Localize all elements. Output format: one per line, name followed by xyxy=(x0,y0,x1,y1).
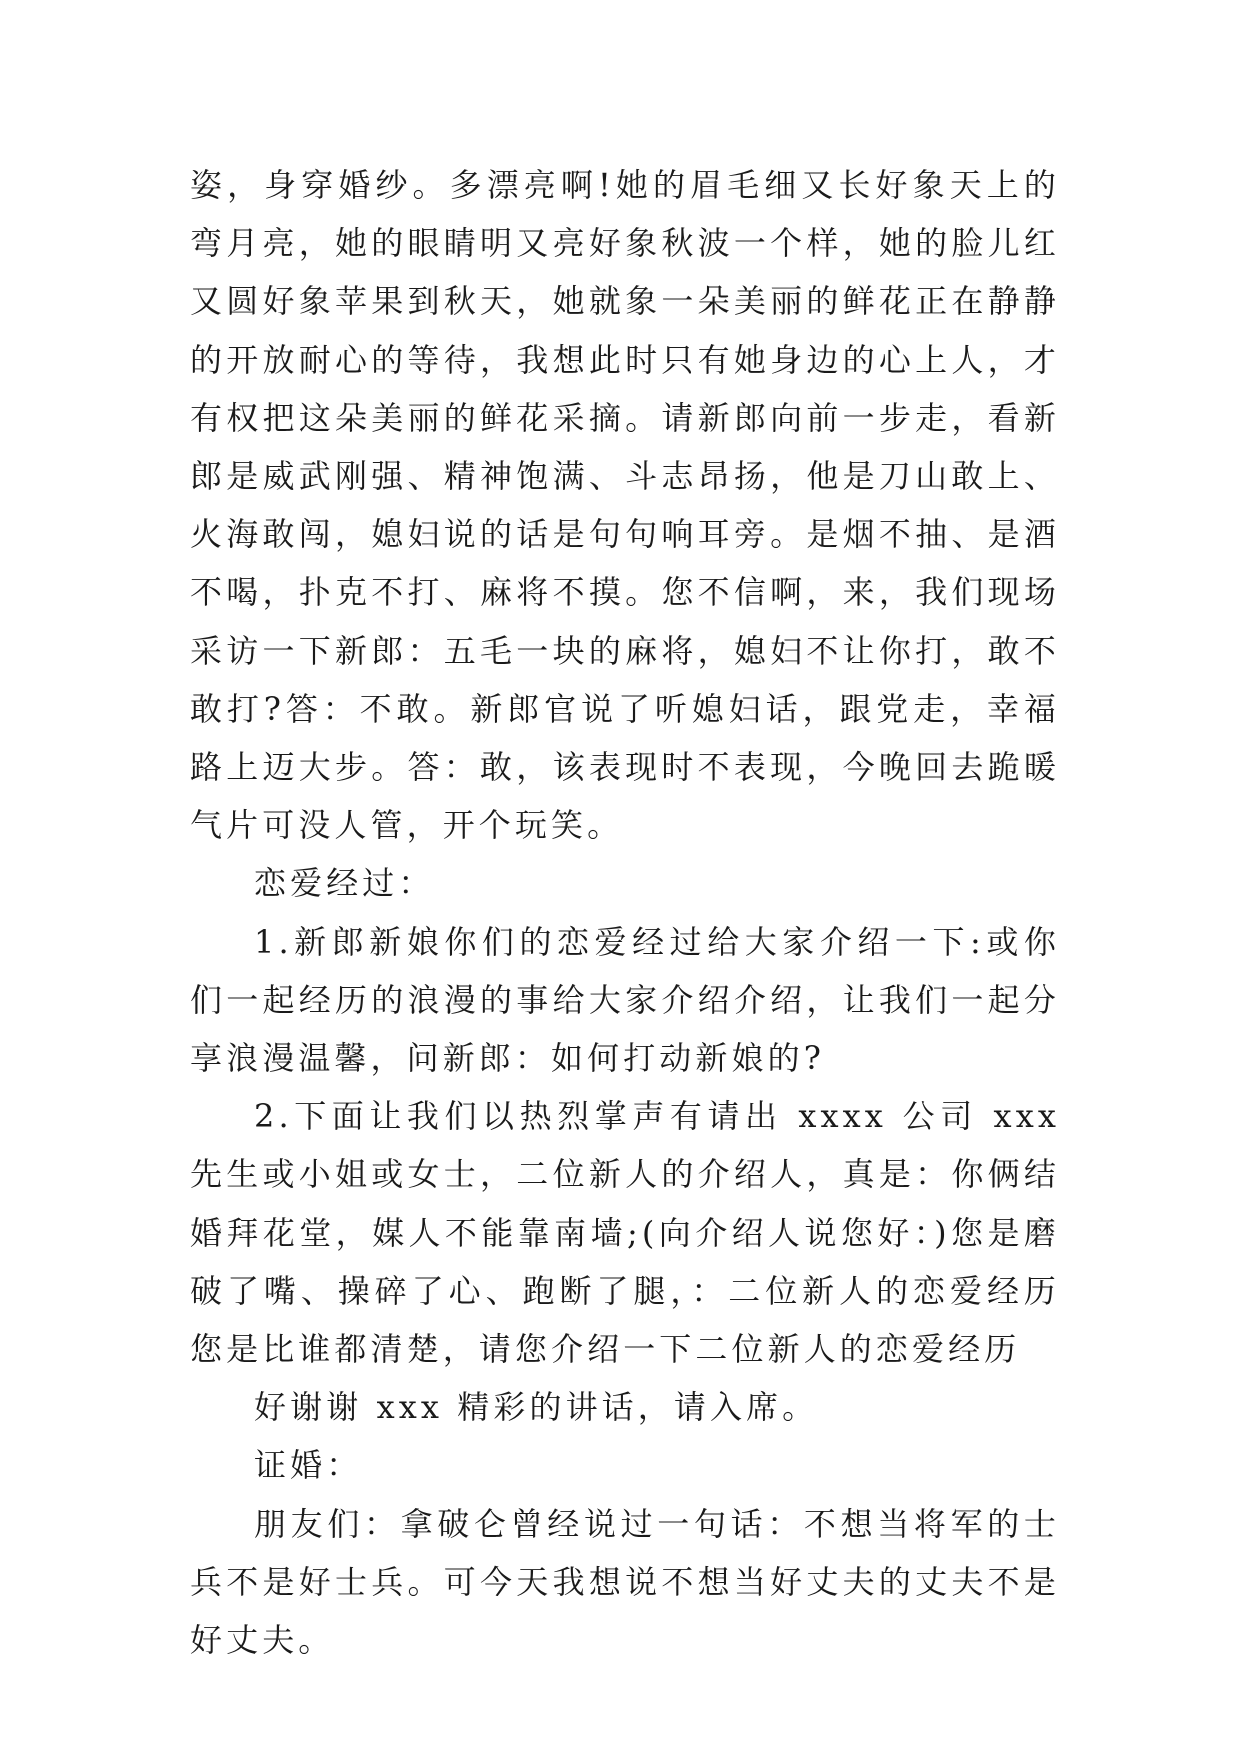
document-body xyxy=(190,156,1060,1669)
paragraph-witness-speech: 朋友们：拿破仑曾经说过一句话：不想当将军的士兵不是好士兵。可今天我想说不想当好丈夫的丈夫不是好丈夫。 xyxy=(190,1504,1060,1660)
paragraph-courtship-item-2: 2.下面让我们以热烈掌声有请出 xxxx 公司 xxx 先生或小姐或女士，二位新人的介绍人，真是：你俩结婚拜花堂，媒人不能靠南墙;(向介绍人说您好：)您是磨破了嘴、操碎了心、跑断了腿，：二位新人的恋爱经历您是比谁都清楚，请您介绍一下二位新人的恋爱经历 xyxy=(190,1097,1060,1369)
heading-wedding-witness: 证婚： xyxy=(254,1446,363,1485)
paragraph-bride-description: 姿，身穿婚纱。多漂亮啊!她的眉毛细又长好象天上的弯月亮，她的眼睛明又亮好象秋波一个样，她的脸儿红又圆好象苹果到秋天，她就象一朵美丽的鲜花正在静静的开放耐心的等待，我想此时只有她身边的心上人，才有权把这朵美丽的鲜花采摘。请新郎向前一步走，看新郎是威武刚强、精神饱满、斗志昂扬，他是刀山敢上、火海敢闯，媳妇说的话是句句响耳旁。是烟不抽、是酒不喝，扑克不打、麻将不摸。您不信啊，来，我们现场采访一下新郎：五毛一块的麻将，媳妇不让你打，敢不敢打?答：不敢。新郎官说了听媳妇话，跟党走，幸福路上迈大步。答：敢，该表现时不表现，今晚回去跪暖气片可没人管，开个玩笑。 xyxy=(190,166,1060,845)
paragraph-thanks: 好谢谢 xxx 精彩的讲话，请入席。 xyxy=(254,1388,819,1427)
heading-courtship: 恋爱经过： xyxy=(254,864,435,903)
paragraph-courtship-item-1: 1.新郎新娘你们的恋爱经过给大家介绍一下:或你们一起经历的浪漫的事给大家介绍介绍，让我们一起分享浪漫温馨，问新郎：如何打动新娘的? xyxy=(190,922,1060,1078)
